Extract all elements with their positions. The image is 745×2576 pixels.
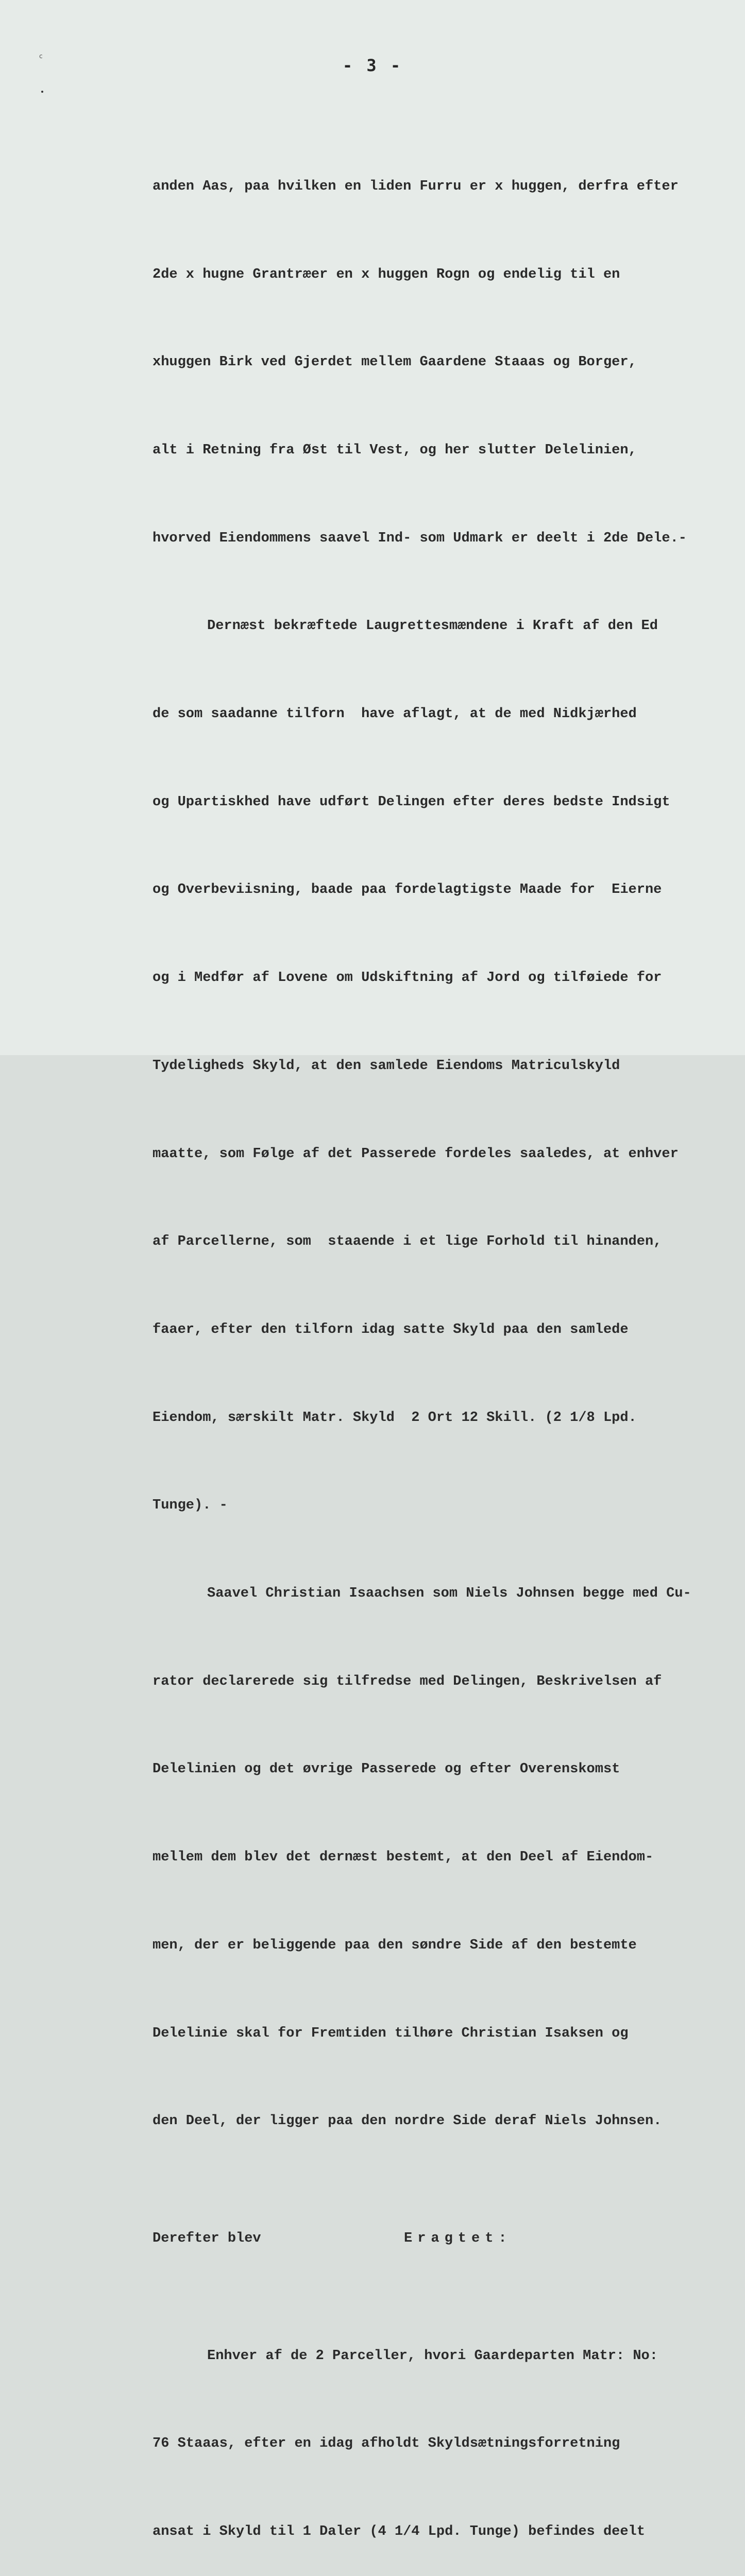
text-line: af Parcellerne, som staaende i et lige Forhold til hinanden, [153, 1234, 662, 1250]
text-line: ansat i Skyld til 1 Daler (4 1/4 Lpd. Tunge) befindes deelt [153, 2523, 645, 2539]
text-line: de som saadanne tilforn have aflagt, at de med Nidkjærhed [153, 706, 637, 722]
text-line: xhuggen Birk ved Gjerdet mellem Gaardene Staaas og Borger, [153, 354, 637, 370]
section-heading: Eragtet: [404, 2230, 512, 2246]
text-line: Eiendom, særskilt Matr. Skyld 2 Ort 12 Skill. (2 1/8 Lpd. [153, 1410, 637, 1426]
eragtet-heading-line [153, 2224, 735, 2253]
text-line: Dernæst bekræftede Laugrettesmændene i Kraft af den Ed [207, 618, 658, 634]
text-line: men, der er beliggende paa den søndre Side af den bestemte [153, 1937, 637, 1953]
text-line: Tydeligheds Skyld, at den samlede Eiendoms Matriculskyld [153, 1058, 620, 1074]
text-line: rator declarerede sig tilfredse med Delingen, Beskrivelsen af [153, 1673, 662, 1689]
text-line: maatte, som Følge af det Passerede fordeles saaledes, at enhver [153, 1146, 679, 1162]
document-body [153, 113, 735, 2576]
text-line: og i Medfør af Lovene om Udskiftning af Jord og tilføiede for [153, 970, 662, 986]
margin-dot [41, 91, 43, 93]
text-line: faaer, efter den tilforn idag satte Skyld paa den samlede [153, 1321, 629, 1337]
text-line: den Deel, der ligger paa den nordre Side deraf Niels Johnsen. [153, 2113, 662, 2129]
text-line: og Overbeviisning, baade paa fordelagtigste Maade for Eierne [153, 882, 662, 898]
text-line: anden Aas, paa hvilken en liden Furru er x huggen, derfra efter [153, 178, 679, 194]
text-line: Enhver af de 2 Parceller, hvori Gaardeparten Matr: No: [207, 2348, 658, 2364]
text-line: Delelinie skal for Fremtiden tilhøre Christian Isaksen og [153, 2025, 629, 2041]
text-line: Delelinien og det øvrige Passerede og efter Overenskomst [153, 1761, 620, 1777]
margin-mark: c [39, 53, 43, 60]
text-line: Saavel Christian Isaachsen som Niels Johnsen begge med Cu- [207, 1586, 691, 1602]
text-line: 76 Staaas, efter en idag afholdt Skyldsætningsforretning [153, 2436, 620, 2452]
text-line: mellem dem blev det dernæst bestemt, at den Deel af Eiendom- [153, 1850, 654, 1866]
text-line: alt i Retning fra Øst til Vest, og her slutter Delelinien, [153, 442, 637, 458]
text-line: hvorved Eiendommens saavel Ind- som Udmark er deelt i 2de Dele.- [153, 530, 687, 546]
text-line: 2de x hugne Grantræer en x huggen Rogn og endelig til en [153, 266, 620, 282]
text-line: og Upartiskhed have udført Delingen efter deres bedste Indsigt [153, 794, 670, 810]
text-line: Tunge). - [153, 1498, 228, 1514]
heading-lead-text: Derefter blev [153, 2230, 261, 2246]
page-number: - 3 - [342, 56, 403, 75]
